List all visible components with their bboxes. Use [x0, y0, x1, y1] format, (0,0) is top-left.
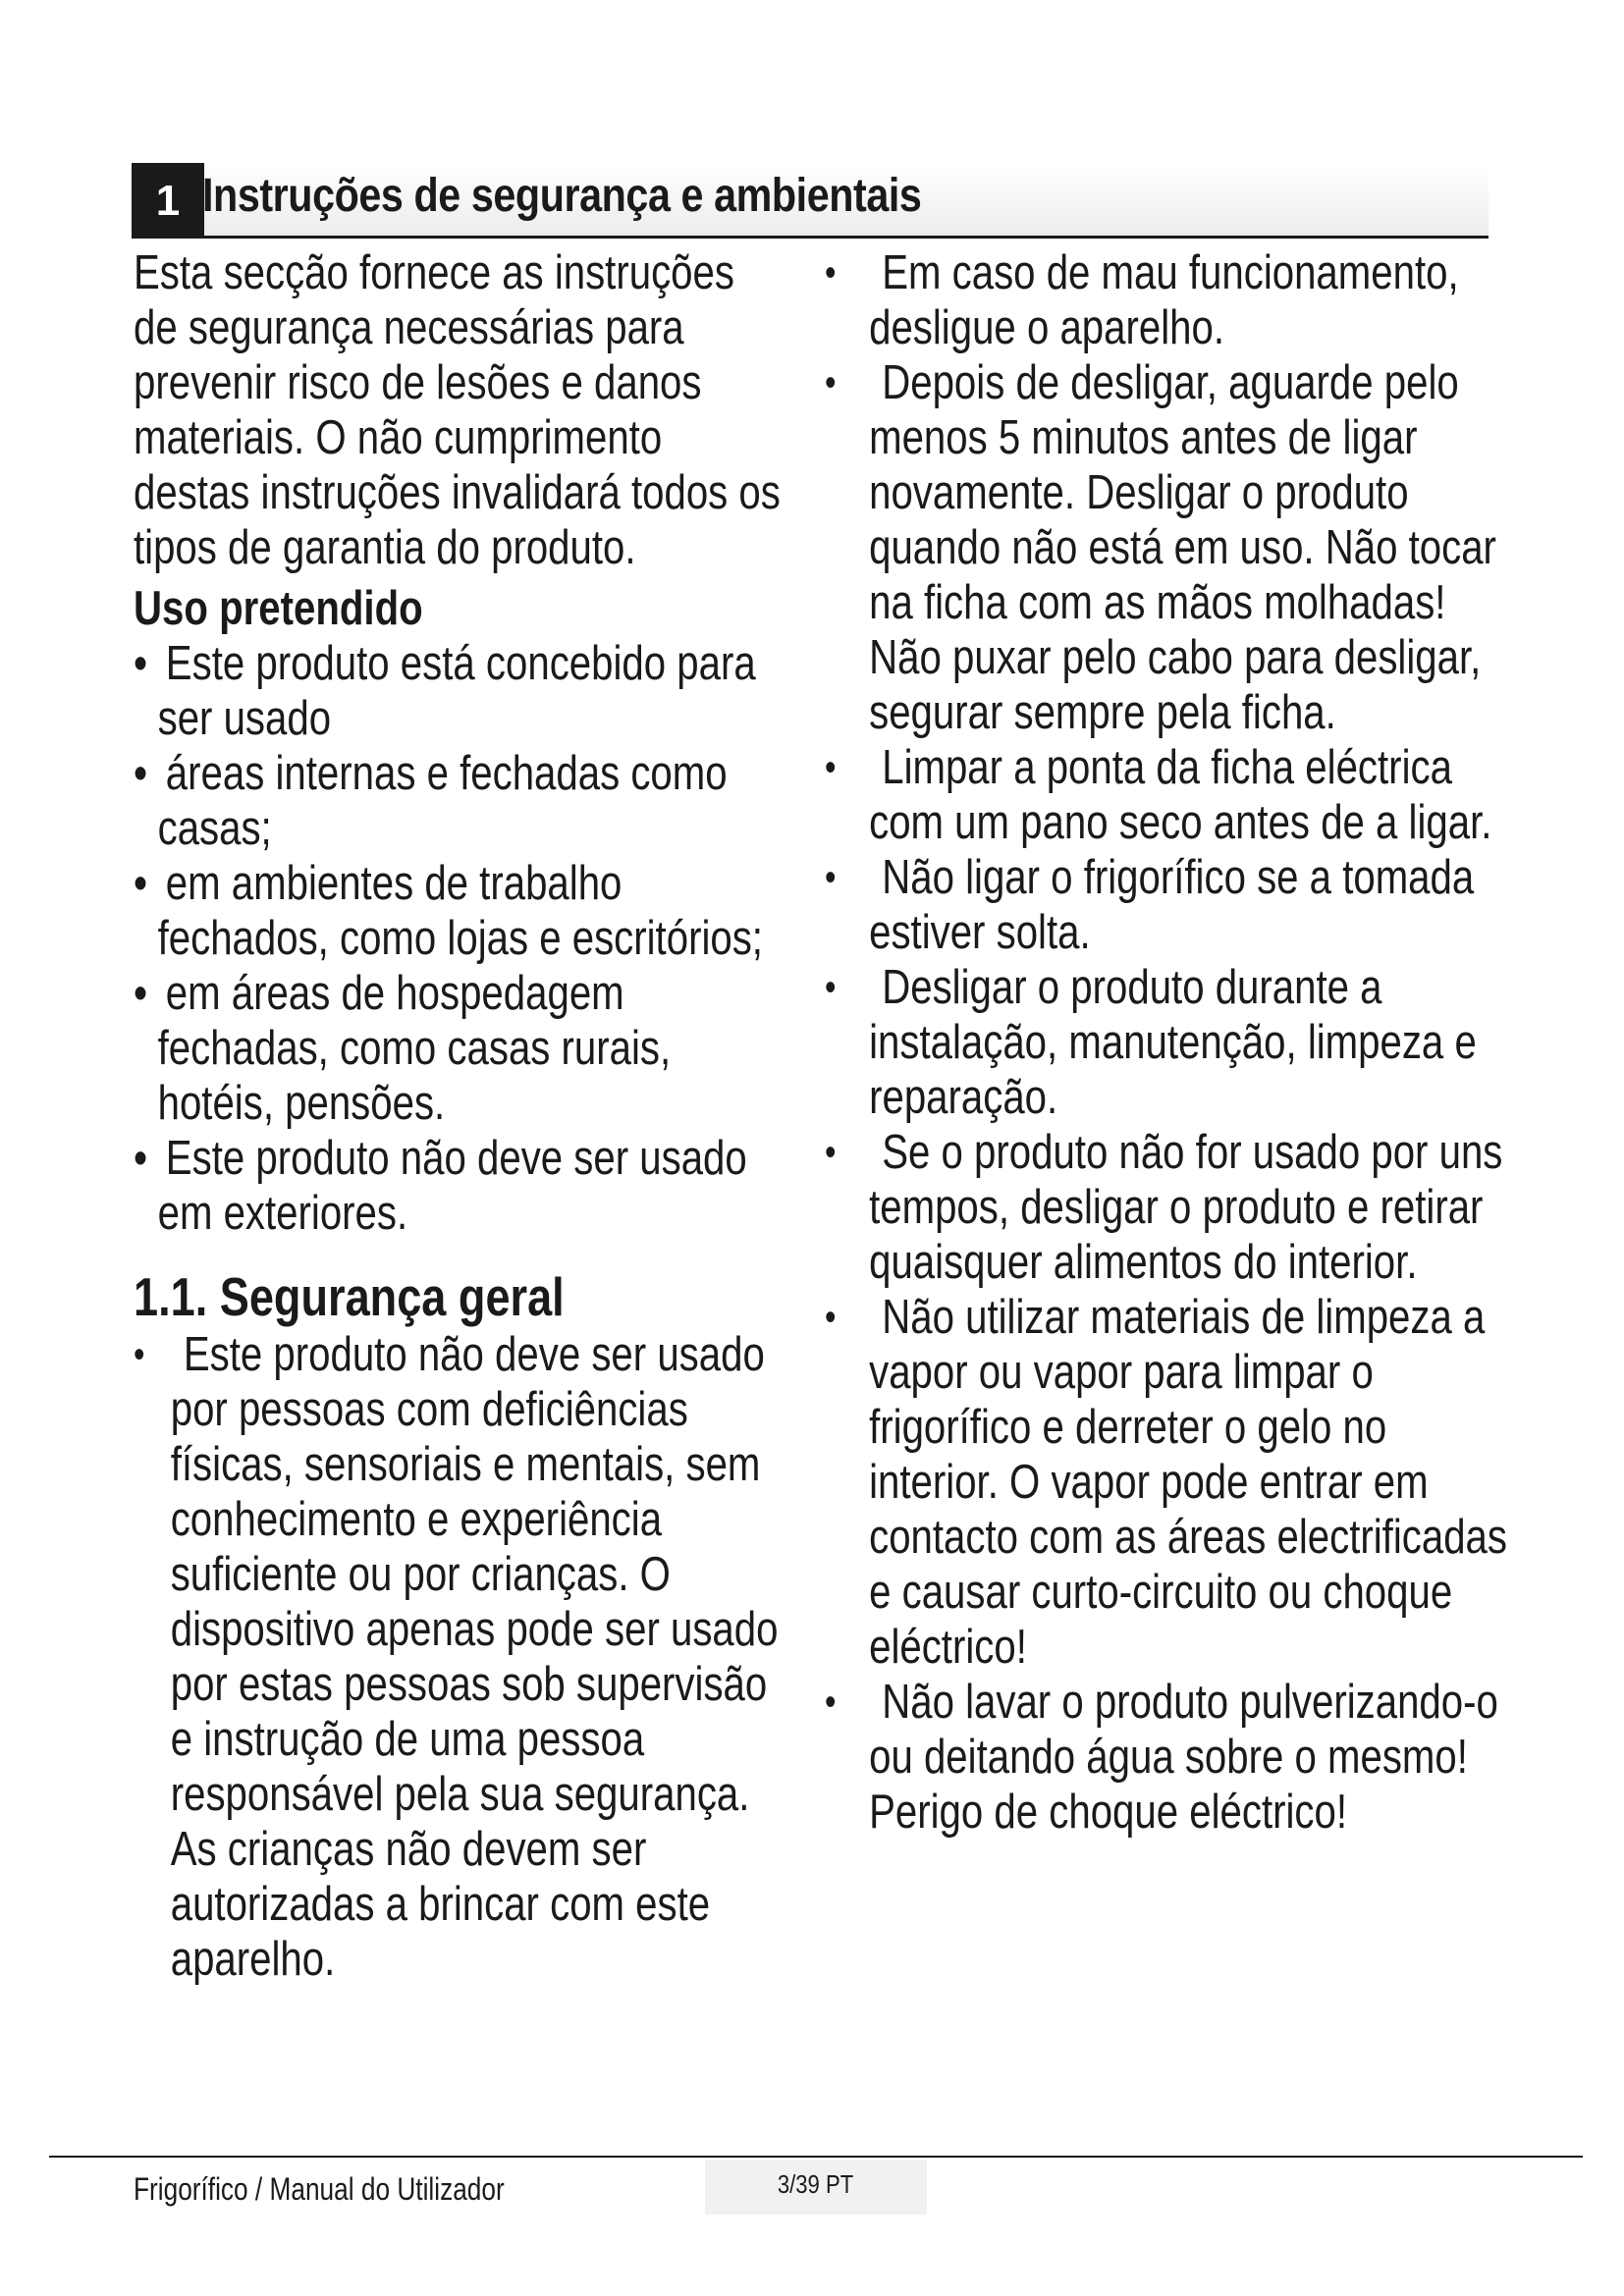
- right-column: [825, 245, 1525, 1840]
- list-item: • Este produto está concebido para ser usado: [134, 637, 756, 745]
- list-item: • Não utilizar materiais de limpeza a vapor ou vapor para limpar o frigorífico e derreter o gelo no interior. O vapor pode entrar em contacto com as áreas electrificadas e causar curto-circuito ou choque eléctrico!: [825, 1291, 1507, 1674]
- section-number: 1: [132, 163, 204, 239]
- bullet-icon: •: [134, 967, 148, 1020]
- bullet-icon: •: [825, 1131, 837, 1174]
- intended-use-list: [134, 636, 785, 1241]
- list-item: • Não ligar o frigorífico se a tomada estiver solta.: [825, 851, 1475, 959]
- bullet-icon: •: [825, 361, 837, 404]
- bullet-icon: •: [134, 747, 148, 800]
- list-item: • em ambientes de trabalho fechados, como lojas e escritórios;: [134, 857, 763, 965]
- list-item: • Se o produto não for usado por uns tempos, desligar o produto e retirar quaisquer alimentos do interior.: [825, 1126, 1503, 1289]
- intended-use-heading: Uso pretendido: [134, 582, 423, 635]
- bullet-icon: •: [134, 1132, 148, 1185]
- list-item: • Não lavar o produto pulverizando-o ou deitando água sobre o mesmo! Perigo de choque eléctrico!: [825, 1676, 1498, 1839]
- list-item: • Este produto não deve ser usado por pessoas com deficiências físicas, sensoriais e mentais, sem conhecimento e experiência suficiente ou por crianças. O dispositivo apenas pode ser usado por estas pessoas sob supervisão e instrução de uma pessoa responsável pela sua segurança. As crianças não devem ser autorizadas a brincar com este aparelho.: [134, 1328, 779, 1986]
- bullet-icon: •: [134, 637, 148, 690]
- bullet-icon: •: [134, 857, 148, 910]
- bullet-icon: •: [825, 856, 837, 899]
- bullet-icon: •: [825, 966, 837, 1009]
- section-title: Instruções de segurança e ambientais: [202, 170, 922, 222]
- list-item: • Desligar o produto durante a instalação, manutenção, limpeza e reparação.: [825, 961, 1477, 1124]
- list-item: • Este produto não deve ser usado em exteriores.: [134, 1132, 747, 1240]
- bullet-icon: •: [825, 1296, 837, 1339]
- list-item: • Limpar a ponta da ficha eléctrica com um pano seco antes de a ligar.: [825, 741, 1492, 849]
- page-number: 3/39 PT: [778, 2169, 854, 2199]
- page-number-box: [705, 2160, 927, 2215]
- bullet-icon: •: [134, 1333, 145, 1376]
- intro-paragraph: Esta secção fornece as instruções de segurança necessárias para prevenir risco de lesões e danos materiais. O não cumprimento destas instruções invalidará todos os tipos de garantia do produto.: [134, 246, 781, 574]
- general-safety-list-left: [134, 1327, 785, 1987]
- left-column: [134, 245, 785, 1987]
- list-item: • Em caso de mau funcionamento, desligue o aparelho.: [825, 246, 1459, 354]
- bullet-icon: •: [825, 251, 837, 294]
- list-item: • áreas internas e fechadas como casas;: [134, 747, 728, 855]
- footer-divider: [49, 2156, 1583, 2158]
- list-item: • em áreas de hospedagem fechadas, como casas rurais, hotéis, pensões.: [134, 967, 672, 1130]
- footer-doc-title: Frigorífico / Manual do Utilizador: [134, 2171, 505, 2207]
- list-item: • Depois de desligar, aguarde pelo menos 5 minutos antes de ligar novamente. Desligar o produto quando não está em uso. Não tocar na ficha com as mãos molhadas! Não puxar pelo cabo para desligar, segurar sempre pela ficha.: [825, 356, 1496, 739]
- general-safety-heading: 1.1. Segurança geral: [134, 1266, 565, 1327]
- general-safety-list-right: [825, 245, 1525, 1840]
- bullet-icon: •: [825, 1681, 837, 1724]
- bullet-icon: •: [825, 746, 837, 789]
